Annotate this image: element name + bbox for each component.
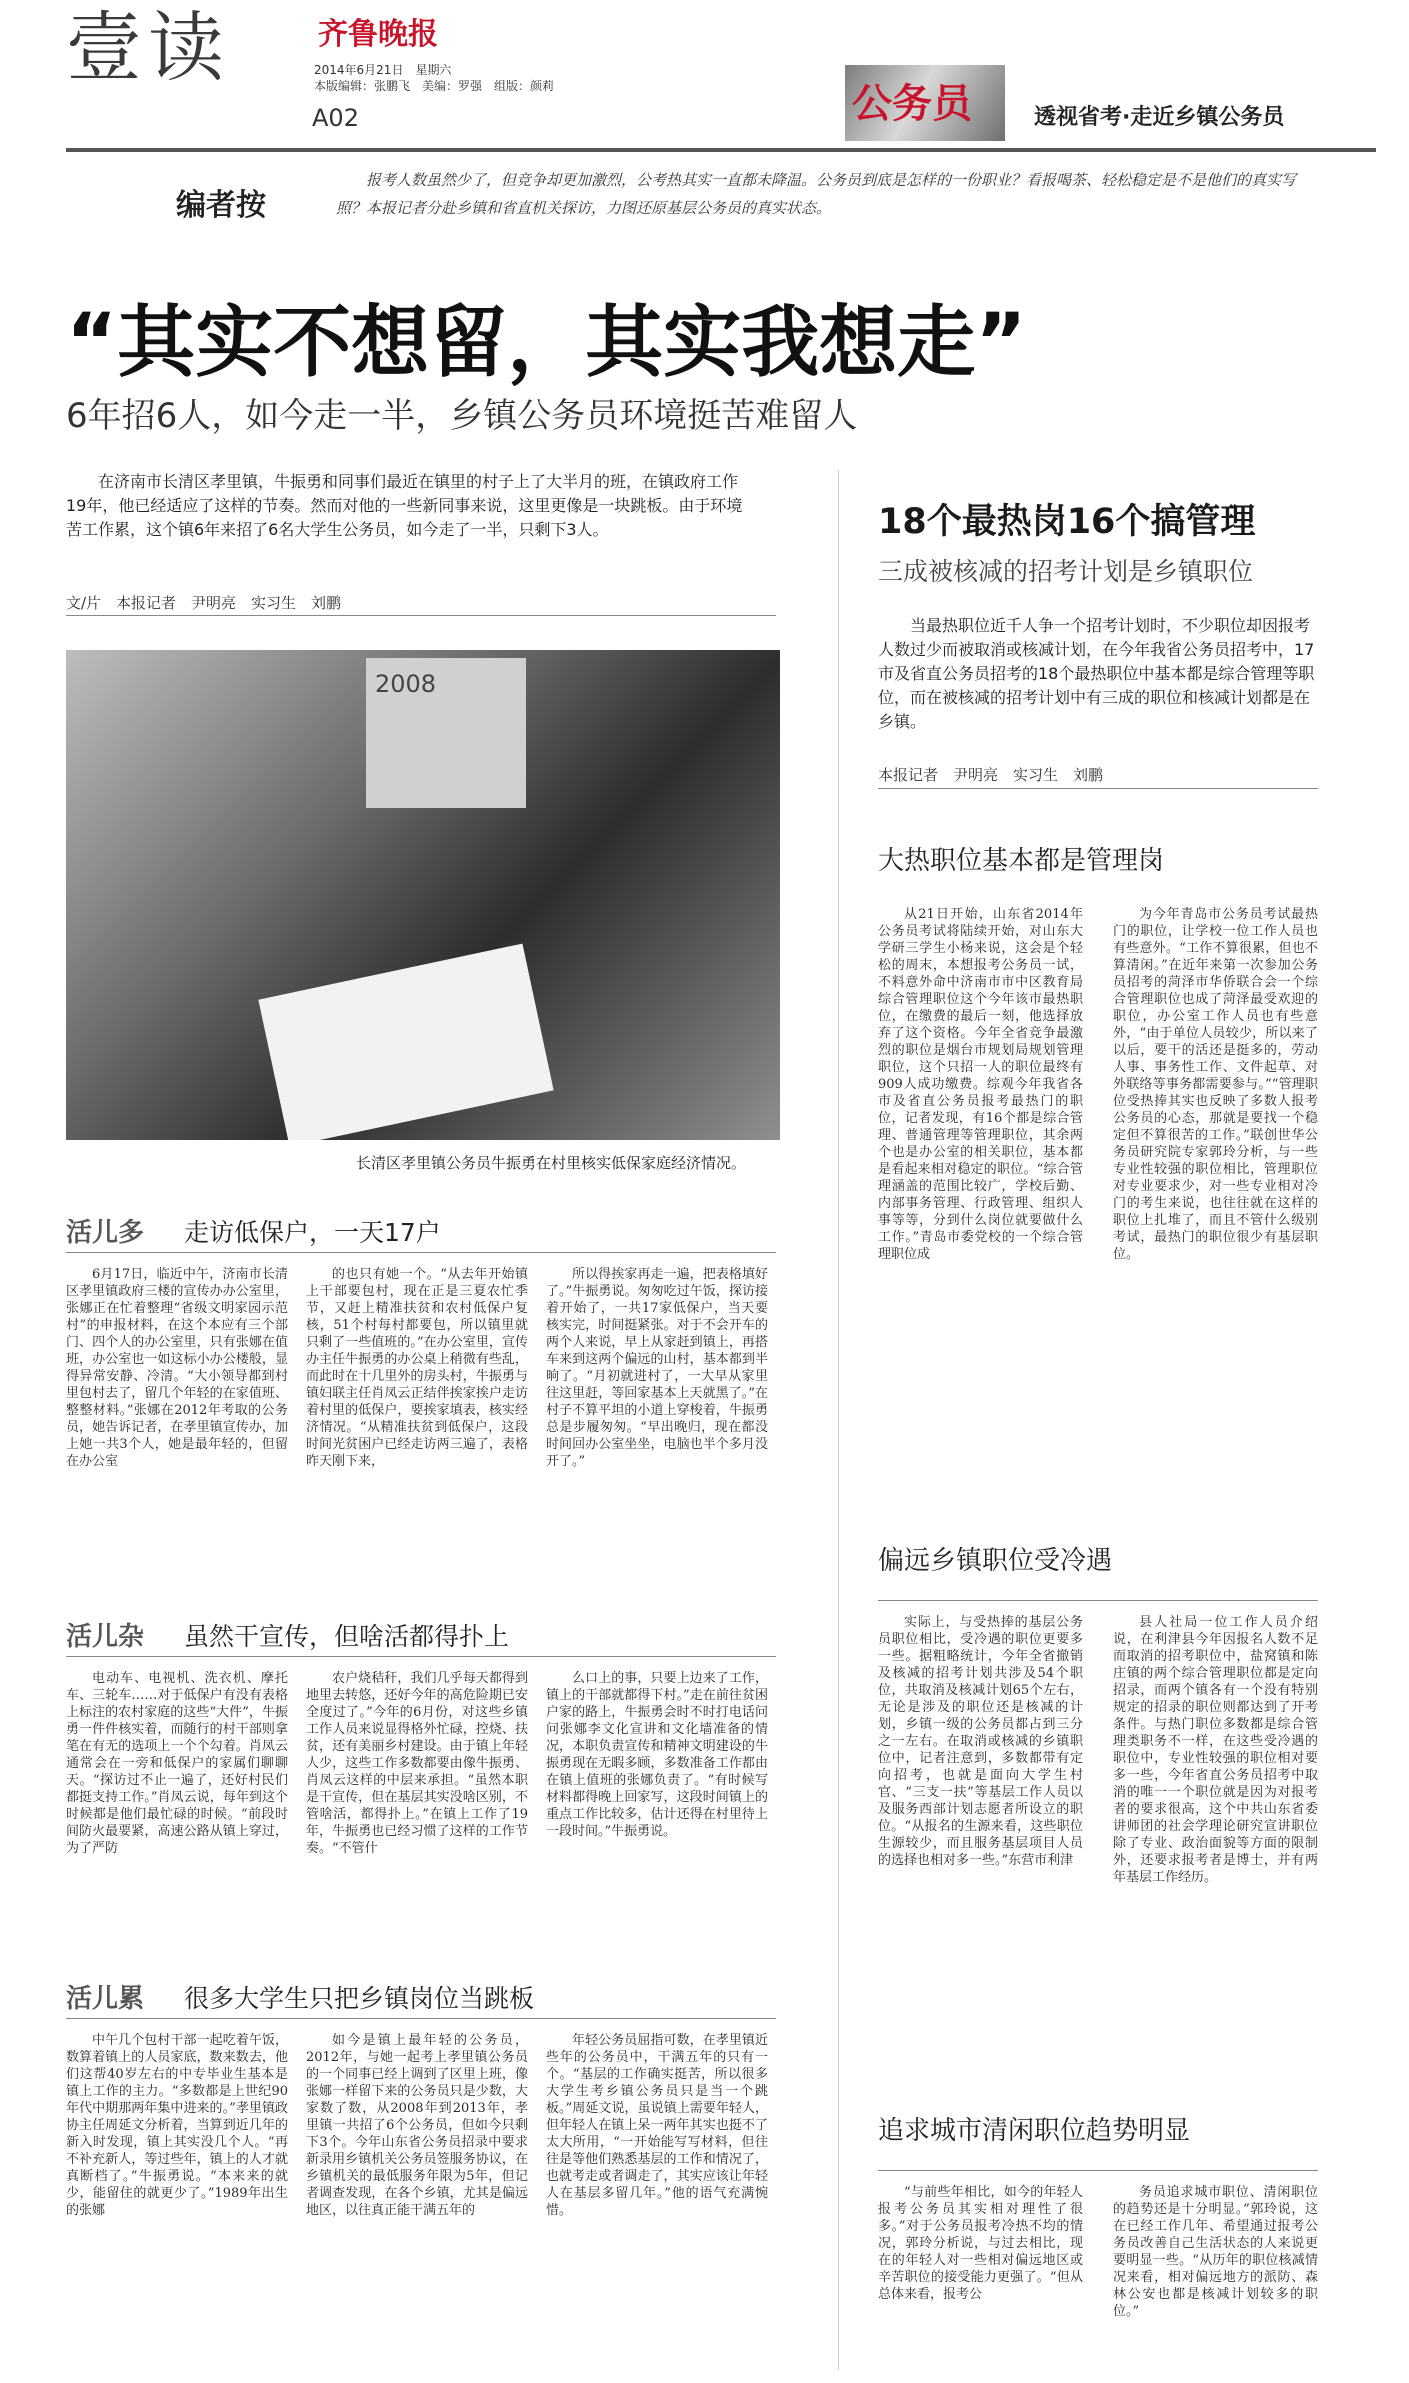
right-section-title: 大热职位基本都是管理岗 bbox=[878, 846, 1165, 876]
right-lead: 当最热职位近千人争一个招考计划时，不少职位却因报考人数过少而被取消或核减计划，在今年我省公务员招考中，17市及省直公务员招考的18个最热职位中基本都是综合管理等职位，而在被核减的招考计划中有三成的职位和核减计划都是在乡镇。 bbox=[878, 616, 1315, 731]
article-column: 中午几个包村干部一起吃着午饭，数算着镇上的人员家底，数来数去，他们这帮40岁左右的中专毕业生基本是镇上工作的主力。“多数都是上世纪90年代中期那两年集中进来的。”孝里镇政协主任周延文分析着，当算到近几年的新入时发现，镇上其实没几个人。“再不补充新人，等过些年，镇上的人才就真断档了。”牛振勇说。“本来来的就少，能留住的就更少了。”1989年出生的张娜 bbox=[66, 2033, 288, 2218]
editor-note-text: 报考人数虽然少了，但竞争却更加激烈，公考热其实一直都未降温。公务员到底是怎样的一份职业？看报喝茶、轻松稳定是不是他们的真实写照？本报记者分赴乡镇和省直机关探访，力图还原基层公务员的真实状态。 bbox=[336, 171, 1297, 217]
photo-document bbox=[258, 944, 553, 1140]
series-title: 透视省考·走近乡镇公务员 bbox=[1034, 105, 1285, 130]
masthead: 壹读 bbox=[66, 3, 230, 92]
header-photo-text: 公务员 bbox=[852, 80, 972, 127]
article-column: 年轻公务员屈指可数，在孝里镇近些年的公务员中，干满五年的只有一个。“基层的工作确实挺苦，所以很多大学生考乡镇公务员只是当一个跳板。”周延文说，虽说镇上需要年轻人，但年轻人在镇上呆一两年其实也挺不了太大所用，“一开始能写写材料，但往往是等他们熟悉基层的工作和情况了，也就考走或者调走了，其实应该让年轻人在基层多留几年。”他的语气充满惋惜。 bbox=[546, 2033, 768, 2218]
divider bbox=[878, 1600, 1318, 1601]
editor-line: 本版编辑：张鹏飞 美编：罗强 组版：颜莉 bbox=[314, 79, 555, 93]
main-headline: “其实不想留，其实我想走” bbox=[66, 298, 1027, 388]
article-column: 为今年青岛市公务员考试最热门的职位，让学校一位工作人员也有些意外。“工作不算很累，但也不算清闲。”在近年来第一次参加公务员招考的菏泽市华侨联合会一个综合管理职位也成了菏泽最受欢迎的职位，办公室工作人员也有些意外，“由于单位人员较少，所以来了以后，要干的活还是挺多的，劳动人事、事务性工作、文件起草、对外联络等事务都需要参与。”“管理职位受热捧其实也反映了多数人报考公务员的心态，那就是要找一个稳定但不算很苦的工作。”联创世华公务员研究院专家郭玲分析，与一些专业性较强的职位相比，管理职位对专业要求少，对一些专业相对冷门的考生来说，也往往就在这样的职位上扎堆了，而且不管什么级别考试，最热门的职位很少有基层职位。 bbox=[1113, 907, 1318, 1262]
right-byline: 本报记者 尹明亮 实习生 刘鹏 bbox=[878, 766, 1104, 784]
section-title: 走访低保户，一天17户 bbox=[184, 1218, 441, 1247]
article-column: 如今是镇上最年轻的公务员，2012年，与她一起考上孝里镇公务员的一个同事已经上调到了区里上班，像张娜一样留下来的公务员只是少数，大家数了数，从2008年到2013年，孝里镇一共招了6个公务员，但如今只剩下3个。今年山东省公务员招录中要求新录用乡镇机关公务员签服务协议，在乡镇机关的最低服务年限为5年，但记者调查发现，在各个乡镇，尤其是偏远地区，以往真正能干满五年的 bbox=[306, 2033, 528, 2218]
section-tag: 活儿多 bbox=[66, 1218, 145, 1248]
column-divider bbox=[838, 470, 839, 2370]
divider bbox=[66, 2018, 776, 2019]
divider bbox=[878, 2170, 1318, 2171]
article-column: 所以得挨家再走一遍，把表格填好了。”牛振勇说。匆匆吃过午饭，探访接着开始了，一共17家低保户，当天要核实完，时间挺紧张。对于不会开车的两个人来说，早上从家赶到镇上，再搭车来到这两个偏远的山村，基本都到半晌了。“月初就进村了，一大早从家里往这里赶，等回家基本上天就黑了。”在村子不算平坦的小道上穿梭着，牛振勇总是步履匆匆。“早出晚归，现在都没时间回办公室坐坐，电脑也半个多月没开了。” bbox=[546, 1267, 768, 1469]
section-title: 虽然干宣传，但啥活都得扑上 bbox=[184, 1622, 510, 1651]
article-column: “与前些年相比，如今的年轻人报考公务员其实相对理性了很多。”对于公务员报考冷热不均的情况，郭玲分析说，与过去相比，现在的年轻人对一些相对偏远地区或辛苦职位的接受能力更强了。“但从总体来看，报考公 bbox=[878, 2185, 1083, 2302]
article-column: 农户烧秸秆，我们几乎每天都得到地里去转悠，还好今年的高危险期已安全度过了。”今年的6月份，对这些乡镇工作人员来说显得格外忙碌，控烧、扶贫，还有美丽乡村建设。由于镇上年轻人少，这些工作多数都要由像牛振勇、肖凤云这样的中层来承担。“虽然本职是干宣传，但在基层其实没啥区别，不管啥活，都得扑上。”在镇上工作了19年，牛振勇也已经习惯了这样的工作节奏。“不管什 bbox=[306, 1671, 528, 1856]
article-column: 么口上的事，只要上边来了工作，镇上的干部就都得下村。”走在前往贫困户家的路上，牛振勇会时不时打电话问问张娜李文化宣讲和文化墙准备的情况，本职负责宣传和精神文明建设的牛振勇现在无暇多顾，多数准备工作都由在镇上值班的张娜负责了。“有时候写材料都得晚上回家写，这段时间镇上的重点工作比较多，估计还得在村里待上一段时间。”牛振勇说。 bbox=[546, 1671, 768, 1839]
right-headline: 18个最热岗16个搞管理 bbox=[878, 502, 1256, 542]
news-photo bbox=[66, 650, 780, 1140]
date-line: 2014年6月21日 星期六 bbox=[314, 63, 452, 77]
main-lead: 在济南市长清区孝里镇，牛振勇和同事们最近在镇里的村子上了大半月的班，在镇政府工作19年，他已经适应了这样的节奏。然而对他的一些新同事来说，这里更像是一块跳板。由于环境苦工作累，这个镇6年来招了6名大学生公务员，如今走了一半，只剩下3人。 bbox=[66, 472, 743, 539]
divider bbox=[878, 788, 1318, 789]
divider bbox=[66, 1252, 776, 1253]
issue-meta bbox=[314, 62, 554, 94]
right-section-title: 偏远乡镇职位受冷遇 bbox=[878, 1546, 1113, 1576]
header-rule bbox=[66, 148, 1376, 152]
divider bbox=[66, 615, 776, 616]
main-byline: 文/片 本报记者 尹明亮 实习生 刘鹏 bbox=[66, 594, 342, 612]
article-column: 6月17日，临近中午，济南市长清区孝里镇政府三楼的宣传办办公室里，张娜正在忙着整理“省级文明家园示范村”的申报材料，在这个本应有三个部门、四个人的办公室里，只有张娜在值班，办公室也一如这标小办公楼般，显得异常安静、冷清。“大小领导都到村里包村去了，留几个年轻的在家值班、整整材料。”张娜在2012年考取的公务员，她告诉记者，在孝里镇宣传办，加上她一共3个人，她是最年轻的，但留在办公室 bbox=[66, 1267, 288, 1469]
article-column: 县人社局一位工作人员介绍说，在利津县今年因报名人数不足而取消的招考职位中，盐窝镇和陈庄镇的两个综合管理职位都是定向招录，而两个镇各有一个没有特别规定的招录的职位则都达到了开考条件。与热门职位多数都是综合管理类职务不一样，在这些受冷遇的职位中，专业性较强的职位相对要多一些，今年省直公务员招考中取消的唯一一个职位就是因为对报考者的要求很高，这个中共山东省委讲师团的社会学理论研究宣讲职位除了专业、政治面貌等方面的限制外，还要求报考者是博士，并有两年基层工作经历。 bbox=[1113, 1615, 1318, 1885]
divider bbox=[66, 1656, 776, 1657]
page-number: A02 bbox=[312, 104, 359, 132]
article-column: 务员追求城市职位、清闲职位的趋势还是十分明显。”郭玲说，这在已经工作几年、希望通过报考公务员改善自己生活状态的人来说更要明显一些。“从历年的职位核减情况来看，相对偏远地方的派防、森林公安也都是核减计划较多的职位。” bbox=[1113, 2185, 1318, 2319]
photo-calendar-year: 2008 bbox=[375, 670, 437, 698]
editor-note-label: 编者按 bbox=[176, 188, 266, 223]
article-column: 实际上，与受热捧的基层公务员职位相比，受冷遇的职位更要多一些。据粗略统计，今年全省撤销及核减的招考计划共涉及54个职位，共取消及核减计划65个左右，无论是涉及的职位还是核减的计划，乡镇一级的公务员都占到三分之一左右。在取消或核减的乡镇职位中，记者注意到，多数都带有定向招考，也就是面向大学生村官、“三支一扶”等基层工作人员以及服务西部计划志愿者所设立的职位。“从报名的生源来看，这些职位生源较少，而且服务基层项目人员的选择也相对多一些。”东营市利津 bbox=[878, 1615, 1083, 1868]
section-title: 很多大学生只把乡镇岗位当跳板 bbox=[184, 1984, 535, 2013]
newspaper-logo: 齐鲁晚报 bbox=[318, 17, 438, 52]
right-subhead: 三成被核减的招考计划是乡镇职位 bbox=[878, 557, 1254, 586]
article-column: 的也只有她一个。“从去年开始镇上干部要包村，现在正是三夏农忙季节，又赶上精准扶贫和农村低保户复核，51个村每村都要包，所以镇里就只剩了一些值班的。”在办公室里，宣传办主任牛振勇的办公桌上稍微有些乱，而此时在十几里外的房头村，牛振勇与镇妇联主任肖凤云正结伴挨家挨户走访着村里的低保户，要挨家填表，核实经济情况。“从精准扶贫到低保户，这段时间光贫困户已经走访两三遍了，表格昨天刚下来， bbox=[306, 1267, 528, 1469]
section-tag: 活儿杂 bbox=[66, 1622, 145, 1652]
article-column: 从21日开始，山东省2014年公务员考试将陆续开始，对山东大学研三学生小杨来说，这会是个轻松的周末，本想报考公务员一试，不料意外命中济南市市中区教育局综合管理职位这个今年该市最热职位，在缴费的最后一刻，他选择放弃了这个资格。今年全省竞争最激烈的职位是烟台市规划局规划管理职位，这个只招一人的职位最终有909人成功缴费。综观今年我省各市及省直公务员报考最热门的职位，记者发现，有16个都是综合管理、普通管理等管理职位，其余两个也是办公室的相关职位，基本都是看起来相对稳定的职位。“综合管理涵盖的范围比较广，学校后勤、内部事务管理、行政管理、组织人事等等，分到什么岗位就要做什么工作。”青岛市委党校的一个综合管理职位成 bbox=[878, 907, 1083, 1262]
photo-caption: 长清区孝里镇公务员牛振勇在村里核实低保家庭经济情况。 bbox=[356, 1154, 747, 1172]
article-column: 电动车、电视机、洗衣机、摩托车、三轮车……对于低保户有没有表格上标注的农村家庭的这些“大件”，牛振勇一件件核实着，而随行的村干部则拿笔在有无的选项上一个个勾着。肖凤云通常会在一旁和低保户的家属们聊聊天。“探访过不止一遍了，还好村民们都挺支持工作。”肖凤云说，每年到这个时候都是他们最忙碌的时候。“前段时间防火最要紧，高速公路从镇上穿过，为了严防 bbox=[66, 1671, 288, 1856]
main-subhead: 6年招6人，如今走一半，乡镇公务员环境挺苦难留人 bbox=[66, 396, 858, 436]
section-tag: 活儿累 bbox=[66, 1984, 145, 2014]
right-section-title: 追求城市清闲职位趋势明显 bbox=[878, 2116, 1191, 2146]
